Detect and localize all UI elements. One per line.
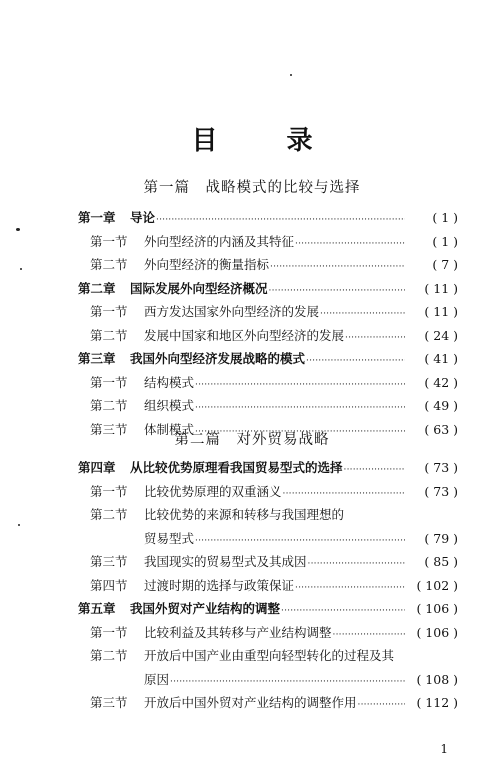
toc-section-row xyxy=(78,394,458,418)
toc-entry-number: 第四章 xyxy=(78,460,116,475)
toc-entry-number: 第一节 xyxy=(90,374,128,390)
toc-entry-page: ( 1 ) xyxy=(432,210,458,225)
toc-section-row xyxy=(78,550,458,574)
toc-chapter-row xyxy=(78,347,458,371)
toc-entry-title: 开放后中国产业由重型向轻型转化的过程及其 xyxy=(144,648,395,663)
toc-entry-page: ( 112 ) xyxy=(416,695,458,710)
toc-entry-number: 第三节 xyxy=(90,421,128,437)
toc-entry-number: 第五章 xyxy=(78,601,116,616)
toc-entry-title: 原因 xyxy=(144,671,170,687)
toc-entry-title: 比较优势的来源和转移与我国理想的 xyxy=(144,507,345,522)
toc-entry-page: ( 24 ) xyxy=(424,327,458,343)
toc-entry-number: 第二节 xyxy=(90,257,128,272)
page-number: 1 xyxy=(440,742,448,756)
toc-entry-title: 我国外贸对产业结构的调整 xyxy=(130,601,281,616)
toc-entry-number: 第三节 xyxy=(90,695,128,710)
toc-entry-title: 国际发展外向型经济概况 xyxy=(130,280,268,296)
toc-section-row xyxy=(78,644,458,668)
toc-chapter-row xyxy=(78,597,458,621)
toc-entry-number: 第一章 xyxy=(78,210,116,225)
toc-entry-page: ( 102 ) xyxy=(416,577,458,593)
toc-entry-title: 发展中国家和地区外向型经济的发展 xyxy=(144,327,345,343)
toc-entry-title: 体制模式 xyxy=(144,421,195,437)
toc-entry-title: 从比较优势原理看我国贸易型式的选择 xyxy=(130,460,343,475)
toc-entry-page: ( 73 ) xyxy=(424,483,458,499)
toc-leader-dots xyxy=(358,691,405,718)
page-title: 目 录 xyxy=(191,126,343,156)
toc-part-1 xyxy=(78,206,458,441)
toc-entry-title: 我国外向型经济发展战略的模式 xyxy=(130,351,306,366)
toc-entry-title: 我国现实的贸易型式及其成因 xyxy=(144,554,307,569)
toc-chapter-row xyxy=(78,206,458,230)
toc-entry-page: ( 49 ) xyxy=(424,398,458,413)
toc-entry-page: ( 1 ) xyxy=(432,233,458,249)
toc-entry-page: ( 85 ) xyxy=(424,554,458,569)
toc-entry-page: ( 11 ) xyxy=(424,304,458,319)
toc-entry-title: 导论 xyxy=(130,210,156,225)
toc-entry-number: 第一节 xyxy=(90,483,128,499)
toc-chapter-row xyxy=(78,277,458,301)
toc-section-row xyxy=(78,300,458,324)
toc-section-row xyxy=(78,480,458,504)
toc-entry-page: ( 11 ) xyxy=(424,280,458,296)
toc-entry-page: ( 42 ) xyxy=(424,374,458,390)
toc-section-row xyxy=(78,324,458,348)
toc-entry-page: ( 41 ) xyxy=(424,351,458,366)
toc-entry-number: 第一节 xyxy=(90,233,128,249)
part-title: 第一篇 战略模式的比较与选择 xyxy=(143,180,361,196)
toc-entry-number: 第一节 xyxy=(90,304,128,319)
scan-speck xyxy=(16,228,20,231)
toc-entry-title: 外向型经济的衡量指标 xyxy=(144,257,270,272)
scan-speck xyxy=(290,74,292,76)
toc-entry-number: 第四节 xyxy=(90,577,128,593)
toc-section-row xyxy=(78,527,458,551)
toc-entry-title: 组织模式 xyxy=(144,398,195,413)
toc-section-row xyxy=(78,230,458,254)
toc-section-row xyxy=(78,621,458,645)
toc-entry-title: 西方发达国家外向型经济的发展 xyxy=(144,304,320,319)
toc-entry-page: ( 79 ) xyxy=(424,530,458,546)
toc-chapter-row xyxy=(78,456,458,480)
toc-section-row xyxy=(78,691,458,715)
toc-entry-title: 比较优势原理的双重涵义 xyxy=(144,483,282,499)
toc-entry-number: 第二节 xyxy=(90,507,128,522)
toc-entry-number: 第二节 xyxy=(90,327,128,343)
toc-entry-title: 过渡时期的选择与政策保证 xyxy=(144,577,295,593)
part-title: 第二篇 对外贸易战略 xyxy=(174,432,330,448)
toc-entry-number: 第二章 xyxy=(78,280,116,296)
toc-entry-title: 外向型经济的内涵及其特征 xyxy=(144,233,295,249)
scan-speck xyxy=(20,268,22,270)
toc-entry-title: 贸易型式 xyxy=(144,530,195,546)
toc-entry-page: ( 73 ) xyxy=(424,460,458,475)
toc-section-row xyxy=(78,574,458,598)
toc-entry-number: 第二节 xyxy=(90,398,128,413)
toc-part-2 xyxy=(78,456,458,715)
toc-entry-page: ( 106 ) xyxy=(416,624,458,640)
toc-entry-title: 结构模式 xyxy=(144,374,195,390)
toc-entry-page: ( 63 ) xyxy=(424,421,458,437)
toc-entry-page: ( 108 ) xyxy=(416,671,458,687)
toc-entry-number: 第三节 xyxy=(90,554,128,569)
toc-entry-number: 第二节 xyxy=(90,648,128,663)
toc-entry-page: ( 106 ) xyxy=(416,601,458,616)
toc-section-row xyxy=(78,253,458,277)
toc-entry-number: 第一节 xyxy=(90,624,128,640)
toc-section-row xyxy=(78,371,458,395)
toc-section-row xyxy=(78,503,458,527)
toc-entry-page: ( 7 ) xyxy=(432,257,458,272)
toc-section-row xyxy=(78,668,458,692)
toc-entry-title: 开放后中国外贸对产业结构的调整作用 xyxy=(144,695,357,710)
scan-speck xyxy=(18,524,20,526)
toc-entry-title: 比较利益及其转移与产业结构调整 xyxy=(144,624,332,640)
toc-entry-number: 第三章 xyxy=(78,351,116,366)
